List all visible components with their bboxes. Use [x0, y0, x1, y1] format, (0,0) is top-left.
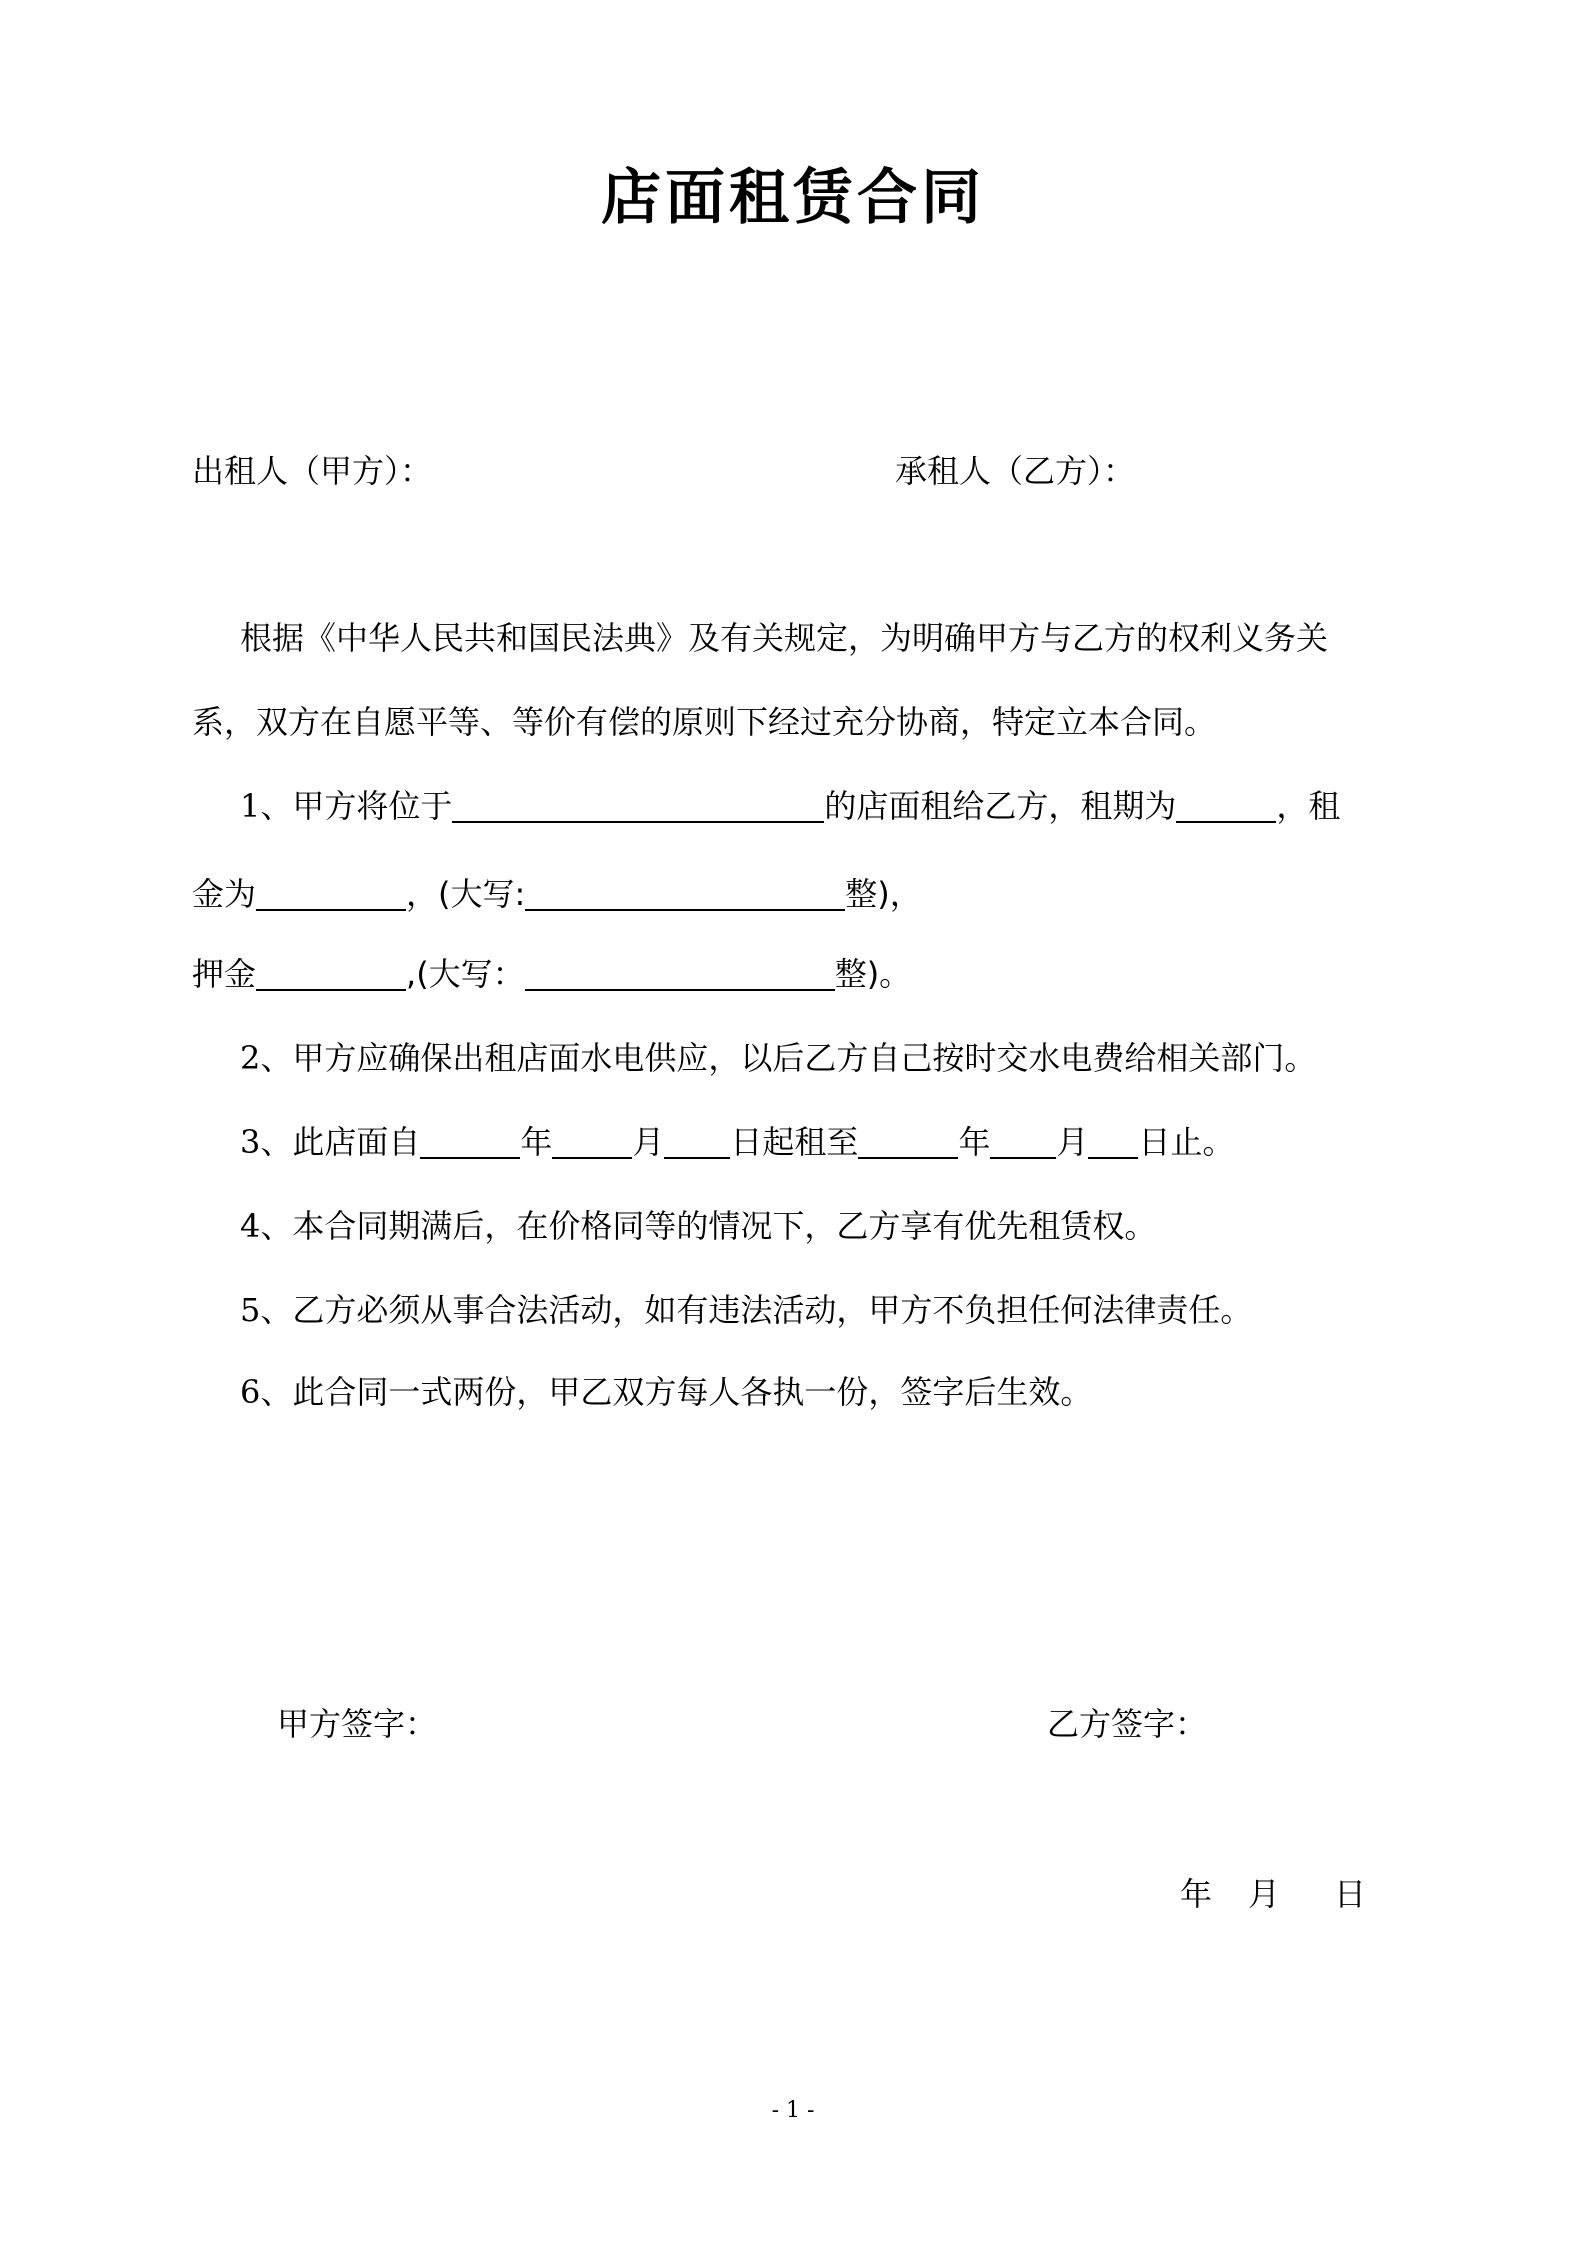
- clause-1-line-2: [192, 875, 922, 913]
- deposit-amount-words-blank: [525, 959, 835, 991]
- lease-term-blank: [1176, 791, 1276, 823]
- clause-1-line-1: [240, 787, 1341, 825]
- clause-separator: 、: [260, 1123, 293, 1161]
- clause-text: ，租: [1276, 787, 1341, 825]
- clause-text: 的店面租给乙方，租期为: [824, 787, 1177, 825]
- clause-3: [240, 1123, 1235, 1161]
- clause-text: 年: [958, 1123, 991, 1161]
- location-blank: [452, 791, 824, 823]
- end-month-blank: [990, 1127, 1056, 1159]
- page-title: 店面租赁合同: [601, 163, 985, 233]
- clause-text: 整)。: [834, 955, 912, 993]
- clause-text: 整)，: [845, 875, 922, 913]
- clause-4: [240, 1207, 1157, 1245]
- lessor-label: 出租人（甲方）：: [192, 452, 433, 490]
- clause-separator: 、: [260, 787, 293, 825]
- clause-separator: 、: [260, 1207, 293, 1245]
- start-year-blank: [420, 1127, 520, 1159]
- clause-1-line-3: [192, 955, 912, 993]
- start-day-blank: [664, 1127, 730, 1159]
- date-year-label: 年: [1180, 1875, 1213, 1913]
- clause-separator: 、: [260, 1291, 293, 1329]
- preamble-line-2: 系，双方在自愿平等、等价有偿的原则下经过充分协商，特定立本合同。: [192, 703, 1217, 741]
- clause-text: 甲方将位于: [292, 787, 453, 825]
- lessee-label: 承租人（乙方）：: [895, 452, 1136, 490]
- clause-number: 1: [240, 787, 261, 825]
- page-number: - 1 -: [771, 2098, 815, 2123]
- rent-amount-blank: [256, 879, 406, 911]
- clause-number: 5: [240, 1291, 261, 1329]
- clause-text: ，(大写:: [406, 875, 526, 913]
- party-a-signature-label: 甲方签字：: [277, 1705, 438, 1743]
- clause-text: 甲方应确保出租店面水电供应，以后乙方自己按时交水电费给相关部门。: [292, 1039, 1317, 1077]
- clause-text: 押金: [192, 955, 257, 993]
- clause-number: 4: [240, 1207, 261, 1245]
- clause-text: 乙方必须从事合法活动，如有违法活动，甲方不负担任何法律责任。: [292, 1291, 1253, 1329]
- clause-6: [240, 1373, 1093, 1411]
- clause-text: 金为: [192, 875, 257, 913]
- clause-5: [240, 1291, 1253, 1329]
- clause-number: 2: [240, 1039, 261, 1077]
- end-day-blank: [1088, 1127, 1138, 1159]
- clause-text: 年: [520, 1123, 553, 1161]
- clause-text: 此合同一式两份，甲乙双方每人各执一份，签字后生效。: [292, 1373, 1093, 1411]
- date-month-label: 月: [1248, 1875, 1281, 1913]
- end-year-blank: [858, 1127, 958, 1159]
- preamble-line-1: 根据《中华人民共和国民法典》及有关规定，为明确甲方与乙方的权利义务关: [240, 619, 1329, 657]
- date-day-label: 日: [1334, 1875, 1367, 1913]
- clause-separator: 、: [260, 1373, 293, 1411]
- clause-text: 日止。: [1138, 1123, 1235, 1161]
- clause-text: 日起租至: [730, 1123, 859, 1161]
- clause-number: 3: [240, 1123, 261, 1161]
- clause-text: 此店面自: [292, 1123, 421, 1161]
- rent-amount-words-blank: [525, 879, 845, 911]
- start-month-blank: [552, 1127, 632, 1159]
- party-b-signature-label: 乙方签字：: [1047, 1705, 1208, 1743]
- clause-text: 月: [632, 1123, 665, 1161]
- deposit-amount-blank: [256, 959, 406, 991]
- clause-number: 6: [240, 1373, 261, 1411]
- clause-2: [240, 1039, 1317, 1077]
- clause-text: 本合同期满后，在价格同等的情况下，乙方享有优先租赁权。: [292, 1207, 1157, 1245]
- clause-text: 月: [1056, 1123, 1089, 1161]
- clause-text: ,(大写：: [406, 955, 525, 993]
- clause-separator: 、: [260, 1039, 293, 1077]
